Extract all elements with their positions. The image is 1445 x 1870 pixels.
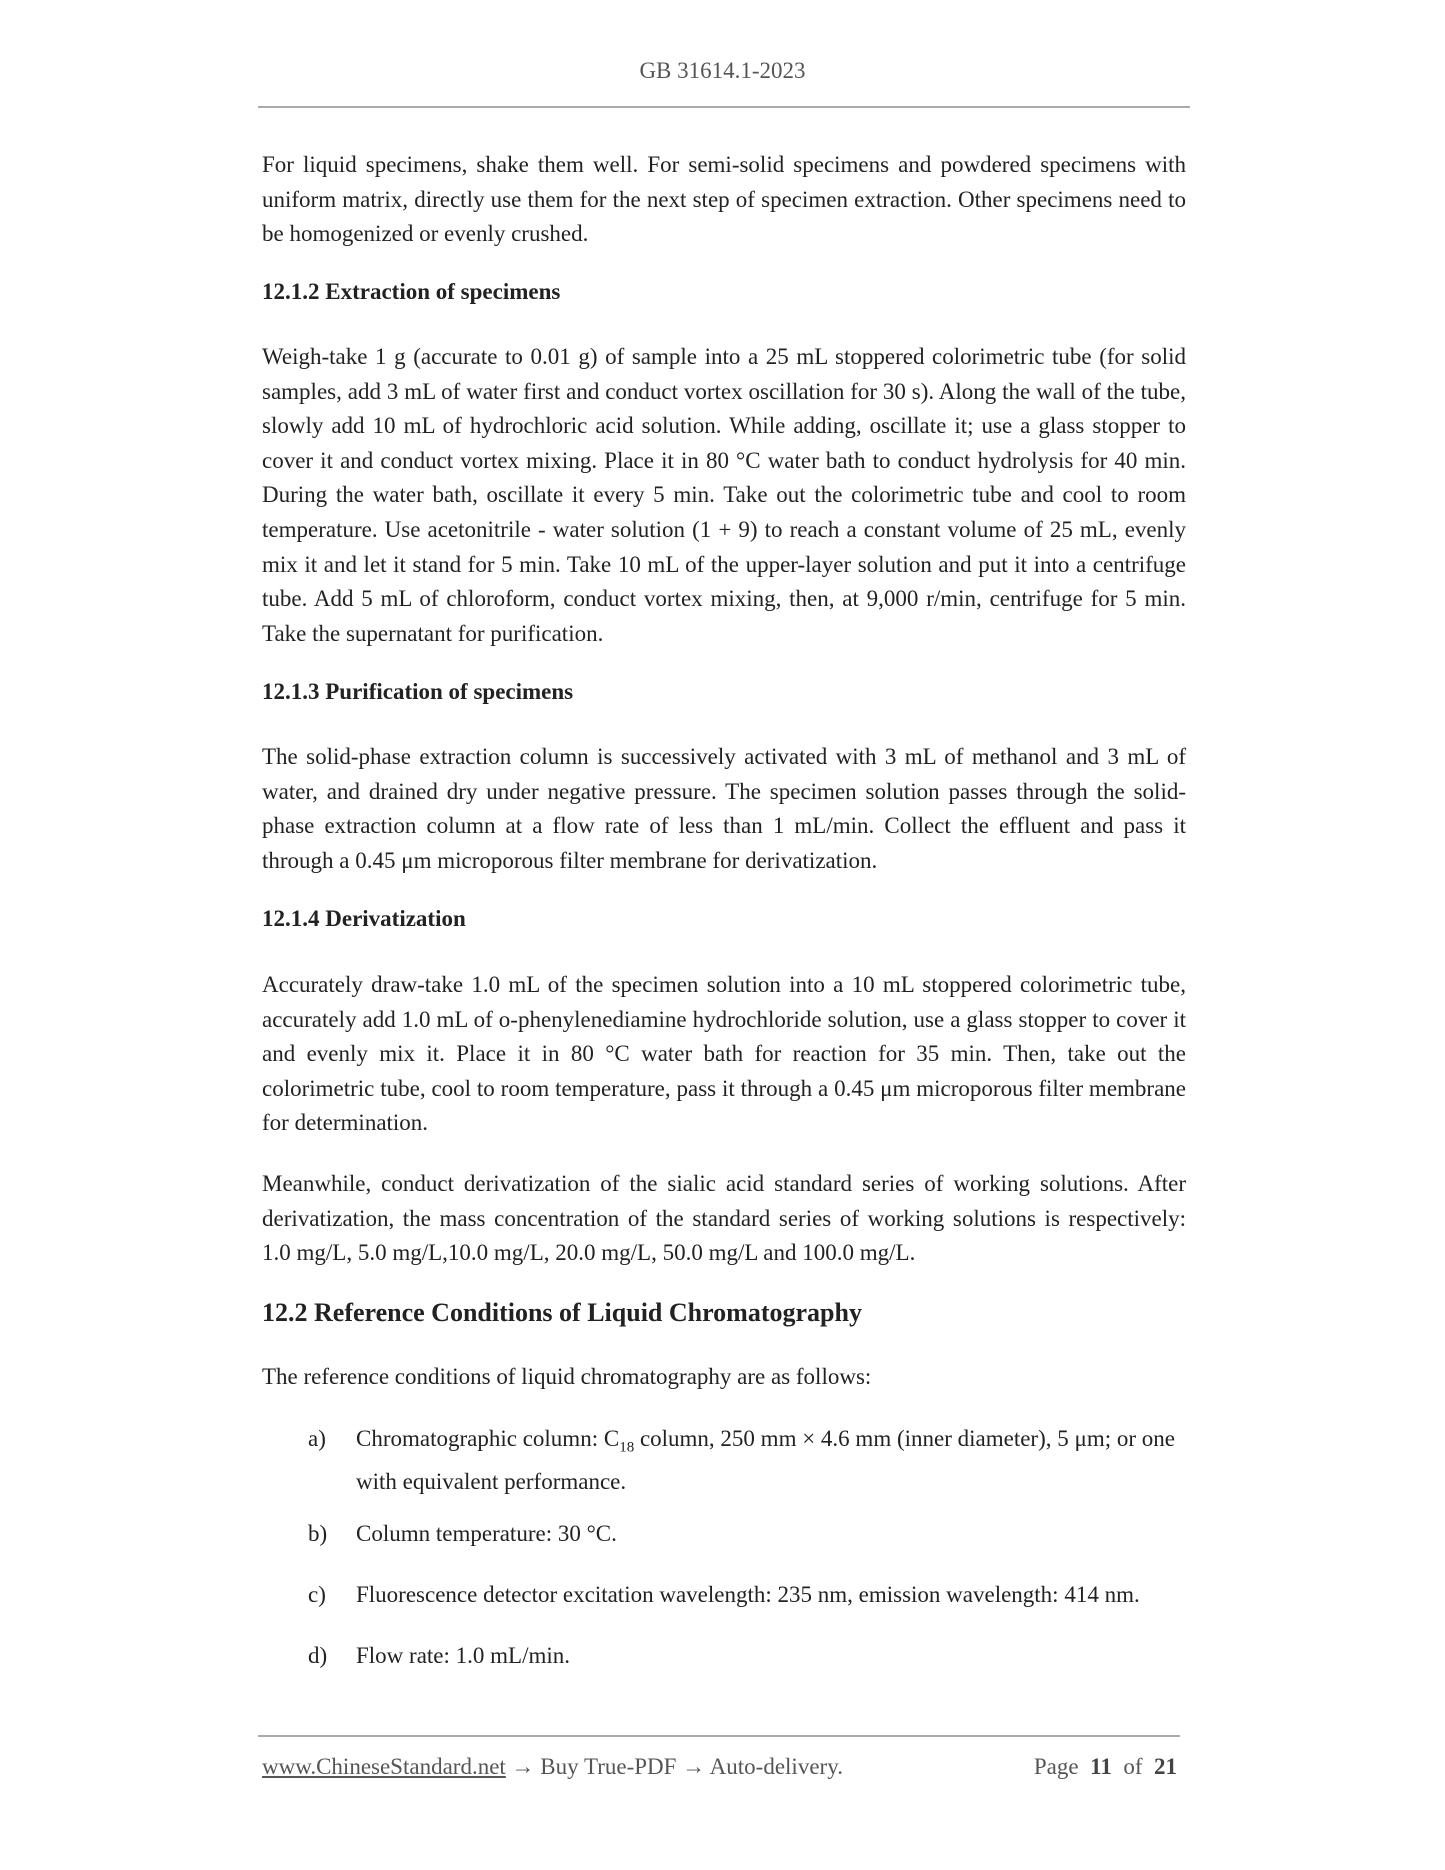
- page-label: Page: [1033, 1754, 1079, 1779]
- list-item: Column temperature: 30 °C.: [356, 1521, 617, 1546]
- paragraph: The reference conditions of liquid chromatography are as follows:: [262, 1364, 872, 1389]
- list-text: column, 250 mm × 4.6 mm (inner diameter), 5 μm; or one with equivalent performance.: [356, 1426, 1175, 1494]
- list-marker: b): [308, 1521, 328, 1546]
- section-heading: 12.2 Reference Conditions of Liquid Chromatography: [262, 1298, 862, 1327]
- delivery-text: Auto-delivery.: [709, 1754, 843, 1779]
- subscript: 18: [619, 1439, 635, 1456]
- paragraph: The solid-phase extraction column is successively activated with 3 mL of methanol and 3 mL of water, and drained dry under negative pressure. The specimen solution passes through the solid-phase extraction column at a flow rate of less than 1 mL/min. Collect the effluent and pass it through a 0.45 μm microporous filter membrane for derivatization.: [262, 744, 1186, 873]
- total-pages: 21: [1154, 1754, 1177, 1779]
- website-link[interactable]: www.ChineseStandard.net: [262, 1754, 506, 1779]
- list-marker: c): [308, 1582, 326, 1607]
- current-page: 11: [1090, 1754, 1112, 1779]
- list-text: Chromatographic column: C: [356, 1426, 620, 1451]
- list-item: [356, 1422, 1186, 1499]
- page-header: GB 31614.1-2023: [639, 58, 806, 83]
- section-heading: 12.1.2 Extraction of specimens: [262, 279, 561, 304]
- footer-left: [262, 1754, 843, 1780]
- arrow-right-icon: →: [682, 1754, 706, 1779]
- paragraph: For liquid specimens, shake them well. For semi-solid specimens and powdered specimens with uniform matrix, directly use them for the next step of specimen extraction. Other specimens need to be homogenized or evenly crushed.: [262, 152, 1186, 247]
- list-marker: a): [308, 1426, 326, 1451]
- list-item: Flow rate: 1.0 mL/min.: [356, 1643, 571, 1668]
- arrow-right-icon: →: [511, 1754, 535, 1779]
- buy-text: Buy True-PDF: [540, 1754, 677, 1779]
- paragraph: Weigh-take 1 g (accurate to 0.01 g) of sample into a 25 mL stoppered colorimetric tube (for solid samples, add 3 mL of water first and conduct vortex oscillation for 30 s). Along the wall of the tube, slowly add 10 mL of hydrochloric acid solution. While adding, oscillate it; use a glass stopper to cover it and conduct vortex mixing. Place it in 80 °C water bath to conduct hydrolysis for 40 min. During the water bath, oscillate it every 5 min. Take out the colorimetric tube and cool to room temperature. Use acetonitrile - water solution (1 + 9) to reach a constant volume of 25 mL, evenly mix it and let it stand for 5 min. Take 10 mL of the upper-layer solution and put it into a centrifuge tube. Add 5 mL of chloroform, conduct vortex mixing, then, at 9,000 r/min, centrifuge for 5 min. Take the supernatant for purification.: [262, 344, 1186, 646]
- section-heading: 12.1.3 Purification of specimens: [262, 679, 574, 704]
- header-rule: [258, 106, 1190, 108]
- paragraph: Accurately draw-take 1.0 mL of the specimen solution into a 10 mL stoppered colorimetric tube, accurately add 1.0 mL of o-phenylenediamine hydrochloride solution, use a glass stopper to cover it and evenly mix it. Place it in 80 °C water bath for reaction for 35 min. Then, take out the colorimetric tube, cool to room temperature, pass it through a 0.45 μm microporous filter membrane for determination.: [262, 972, 1186, 1136]
- list-item: Fluorescence detector excitation wavelength: 235 nm, emission wavelength: 414 nm.: [356, 1582, 1140, 1607]
- page-number: [1034, 1754, 1177, 1780]
- list-marker: d): [308, 1643, 328, 1668]
- footer-rule: [258, 1735, 1180, 1737]
- of-label: of: [1123, 1754, 1143, 1779]
- paragraph: Meanwhile, conduct derivatization of the sialic acid standard series of working solutions. After derivatization, the mass concentration of the standard series of working solutions is respectively: 1.0 mg/L, 5.0 mg/L,10.0 mg/L, 20.0 mg/L, 50.0 mg/L and 100.0 mg/L.: [262, 1171, 1186, 1266]
- section-heading: 12.1.4 Derivatization: [262, 906, 466, 931]
